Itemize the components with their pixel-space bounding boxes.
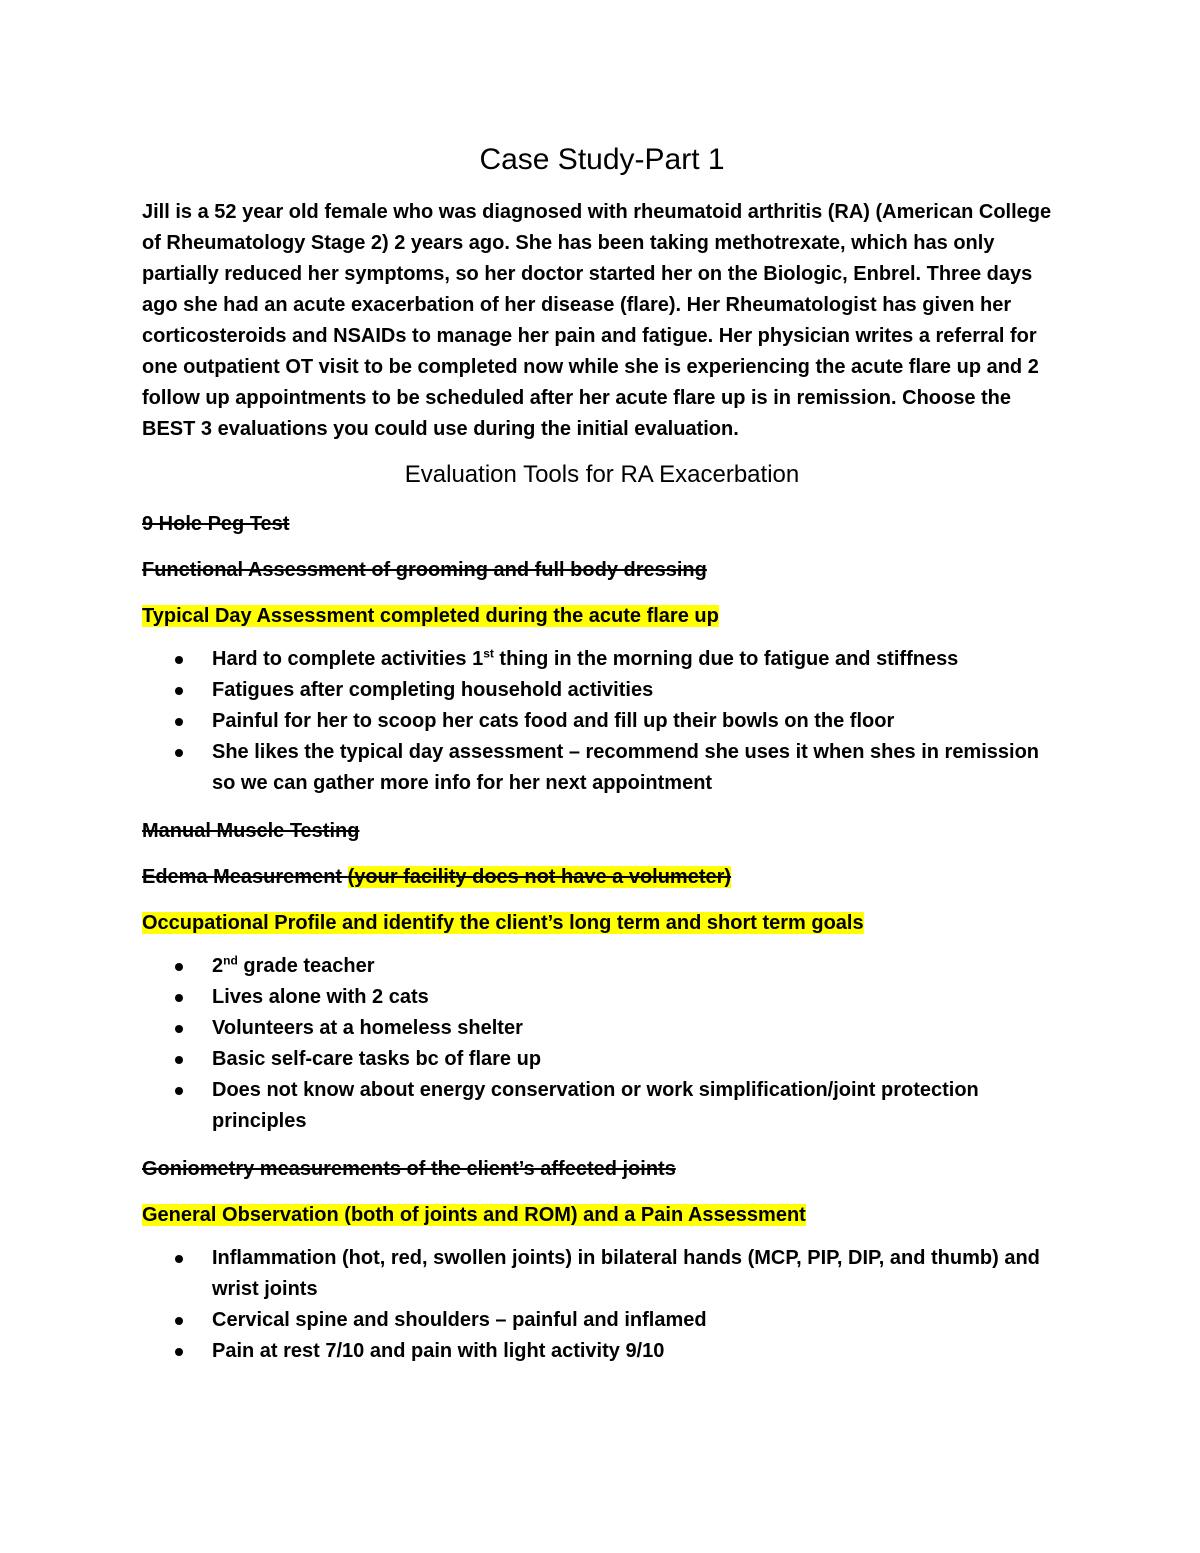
tool-goniometry — [142, 1155, 1062, 1183]
bullet-icon — [175, 656, 183, 664]
tool-peg-test — [142, 510, 1062, 538]
bullet-icon — [175, 749, 183, 757]
list-item: Inflammation (hot, red, swollen joints) in bilateral hands (MCP, PIP, DIP, and thumb) and wrist joints — [142, 1243, 1062, 1305]
list-item: Painful for her to scoop her cats food and fill up their bowls on the floor — [142, 706, 1062, 737]
list-item: 2nd grade teacher — [142, 951, 1062, 982]
tool-functional-assessment-label: Functional Assessment of grooming and full body dressing — [142, 559, 707, 582]
document-title: Case Study-Part 1 — [479, 143, 725, 176]
tool-edema — [142, 863, 1062, 891]
list-item: She likes the typical day assessment – recommend she uses it when shes in remission so we can gather more info for her next appointment — [142, 737, 1062, 799]
bullet-icon — [175, 1056, 183, 1064]
document-page — [142, 140, 1062, 1385]
bullet-icon — [175, 963, 183, 971]
bullet-icon — [175, 1087, 183, 1095]
profile-notes-list — [142, 951, 1062, 1137]
list-item: Hard to complete activities 1st thing in the morning due to fatigue and stiffness — [142, 644, 1062, 675]
observation-notes-list — [142, 1243, 1062, 1367]
tool-goniometry-label: Goniometry measurements of the client’s affected joints — [142, 1158, 676, 1181]
tool-edema-note: (your facility does not have a volumeter) — [347, 866, 732, 889]
tool-general-observation-label: General Observation (both of joints and ROM) and a Pain Assessment — [142, 1204, 806, 1227]
bullet-icon — [175, 687, 183, 695]
tool-occupational-profile-label: Occupational Profile and identify the client’s long term and short term goals — [142, 912, 864, 935]
typical-day-notes-list — [142, 644, 1062, 799]
tool-manual-muscle-label: Manual Muscle Testing — [142, 820, 360, 843]
tool-functional-assessment — [142, 556, 1062, 584]
bullet-icon — [175, 1255, 183, 1263]
bullet-icon — [175, 718, 183, 726]
list-item: Basic self-care tasks bc of flare up — [142, 1044, 1062, 1075]
case-intro-paragraph: Jill is a 52 year old female who was diagnosed with rheumatoid arthritis (RA) (American College of Rheumatology Stage 2) 2 years ago. She has been taking methotrexate, which has only partially reduced her symptoms, so her doctor started her on the Biologic, Enbrel. Three days ago she had an acute exacerbation of her disease (flare). Her Rheumatologist has given her corticosteroids and NSAIDs to manage her pain and fatigue. Her physician writes a referral for one outpatient OT visit to be completed now while she is experiencing the acute flare up and 2 follow up appointments to be scheduled after her acute flare up is in remission. Choose the BEST 3 evaluations you could use during the initial evaluation. — [142, 201, 1052, 440]
list-item: Does not know about energy conservation or work simplification/joint protection principles — [142, 1075, 1062, 1137]
bullet-icon — [175, 1348, 183, 1356]
bullet-icon — [175, 1025, 183, 1033]
bullet-icon — [175, 994, 183, 1002]
tool-occupational-profile — [142, 909, 1062, 937]
tool-typical-day-label: Typical Day Assessment completed during the acute flare up — [142, 605, 719, 628]
list-item: Fatigues after completing household activities — [142, 675, 1062, 706]
tool-manual-muscle — [142, 817, 1062, 845]
list-item: Pain at rest 7/10 and pain with light activity 9/10 — [142, 1336, 1062, 1367]
list-item: Cervical spine and shoulders – painful and inflamed — [142, 1305, 1062, 1336]
list-item: Lives alone with 2 cats — [142, 982, 1062, 1013]
list-item: Volunteers at a homeless shelter — [142, 1013, 1062, 1044]
tool-typical-day — [142, 602, 1062, 630]
tool-peg-test-label: 9 Hole Peg Test — [142, 513, 290, 536]
section-subtitle: Evaluation Tools for RA Exacerbation — [404, 461, 800, 488]
bullet-icon — [175, 1317, 183, 1325]
tool-edema-label: Edema Measurement (your facility does not have a volumeter) — [142, 866, 732, 889]
tool-general-observation — [142, 1201, 1062, 1229]
